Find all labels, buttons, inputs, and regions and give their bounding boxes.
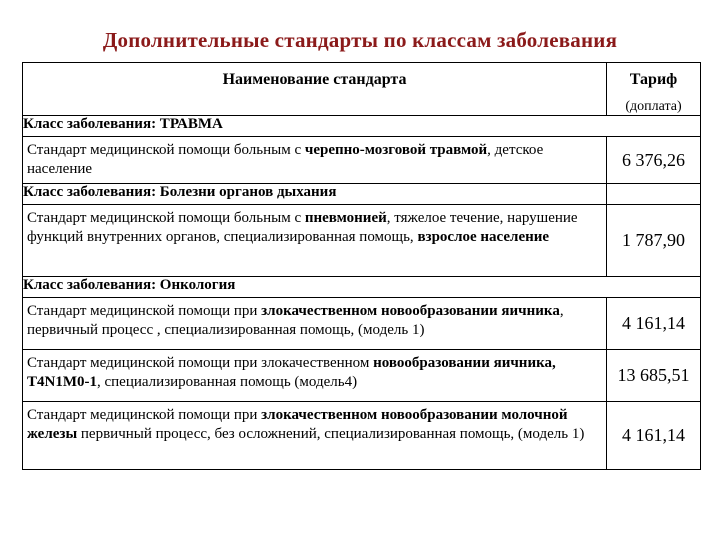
text-bold: черепно-мозговой травмой <box>304 142 488 158</box>
table-row <box>23 402 701 470</box>
text-part: Стандарт медицинской помощи при <box>27 303 262 319</box>
text-part: Стандарт медицинской помощи больным с <box>27 142 305 158</box>
text-bold: злокачественном новообразовании молочной железы <box>27 407 568 442</box>
text-bold: новообразовании яичника, Т4N1M0-1 <box>27 355 556 390</box>
text-part: Стандарт медицинской помощи при <box>27 407 262 423</box>
text-part: , первичный процесс , специализированная помощь, (модель 1) <box>27 303 564 338</box>
text-part: , детское население <box>27 142 544 177</box>
table-row <box>23 205 701 277</box>
class-label: Класс заболевания: ТРАВМА <box>23 116 701 137</box>
tariff-value: 4 161,14 <box>607 402 701 470</box>
class-tariff-empty <box>607 184 701 205</box>
text-part: , тяжелое течение, нарушение функций внутренних органов, специализированная помощь, <box>27 210 578 245</box>
header-tariff <box>607 63 701 116</box>
text-part: Стандарт медицинской помощи при злокачественном <box>27 355 374 371</box>
class-label: Класс заболевания: Онкология <box>23 277 701 298</box>
table-row <box>23 298 701 350</box>
standard-name <box>23 205 607 277</box>
standard-name <box>23 137 607 184</box>
page-title: Дополнительные стандарты по классам заболевания <box>102 28 618 52</box>
table-row <box>23 350 701 402</box>
tariff-value: 13 685,51 <box>607 350 701 402</box>
text-bold: пневмонией <box>304 210 387 226</box>
standards-table <box>22 62 701 470</box>
text-bold: злокачественном новообразовании яичника <box>261 303 560 319</box>
text-bold: взрослое население <box>417 229 550 245</box>
header-tariff-label: Тариф <box>629 71 678 88</box>
text-part: , специализированная помощь (модель4) <box>97 374 358 390</box>
header-tariff-sub: (доплата) <box>625 99 682 114</box>
class-row <box>23 277 701 298</box>
standard-name <box>23 402 607 470</box>
table-header-row <box>23 63 701 116</box>
tariff-value: 1 787,90 <box>607 205 701 277</box>
class-label: Класс заболевания: Болезни органов дыхания <box>23 184 607 205</box>
text-part: первичный процесс, без осложнений, специализированная помощь, (модель 1) <box>77 426 585 442</box>
standard-name <box>23 350 607 402</box>
text-part: Стандарт медицинской помощи больным с <box>27 210 305 226</box>
header-name: Наименование стандарта <box>23 63 607 116</box>
standard-name <box>23 298 607 350</box>
tariff-value: 4 161,14 <box>607 298 701 350</box>
class-row <box>23 116 701 137</box>
class-row <box>23 184 701 205</box>
tariff-value: 6 376,26 <box>607 137 701 184</box>
table-row <box>23 137 701 184</box>
